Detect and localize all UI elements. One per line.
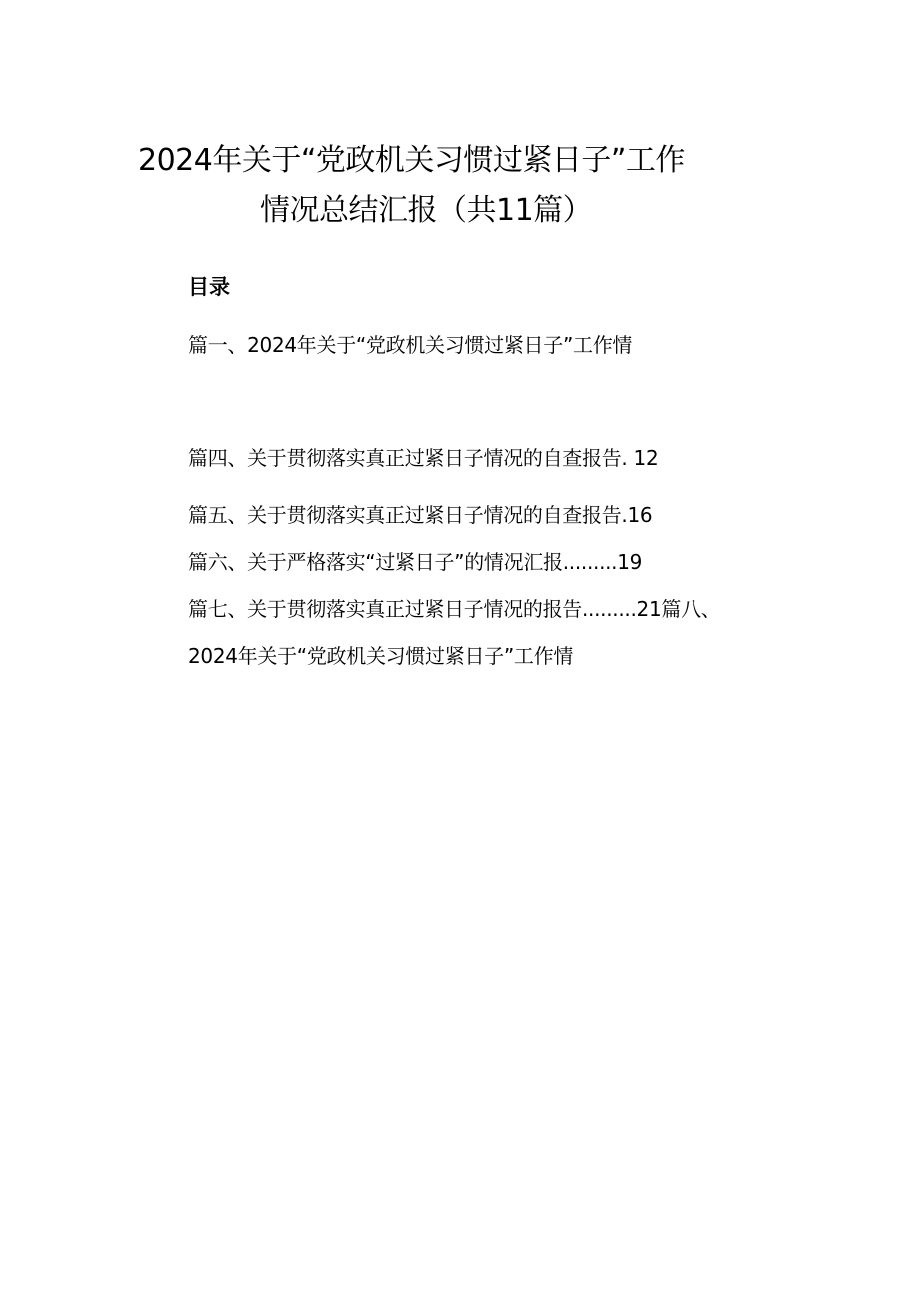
toc-item: 篇一、2024年关于“党政机关习惯过紧日子”工作情 [188,333,633,357]
toc-item: 篇四、关于贯彻落实真正过紧日子情况的自查报告. 12 [188,446,659,470]
toc-heading: 目录 [188,275,230,299]
toc-item: 篇五、关于贯彻落实真正过紧日子情况的自查报告.16 [188,503,653,527]
document-title-line-1: 2024年关于“党政机关习惯过紧日子”工作 [138,143,685,178]
document-title-line-2: 情况总结汇报（共11篇） [260,193,593,228]
toc-item: 篇七、关于贯彻落实真正过紧日子情况的报告.........21篇八、 [188,597,721,621]
toc-item: 篇六、关于严格落实“过紧日子”的情况汇报.........19 [188,550,643,574]
toc-item: 2024年关于“党政机关习惯过紧日子”工作情 [188,644,574,668]
